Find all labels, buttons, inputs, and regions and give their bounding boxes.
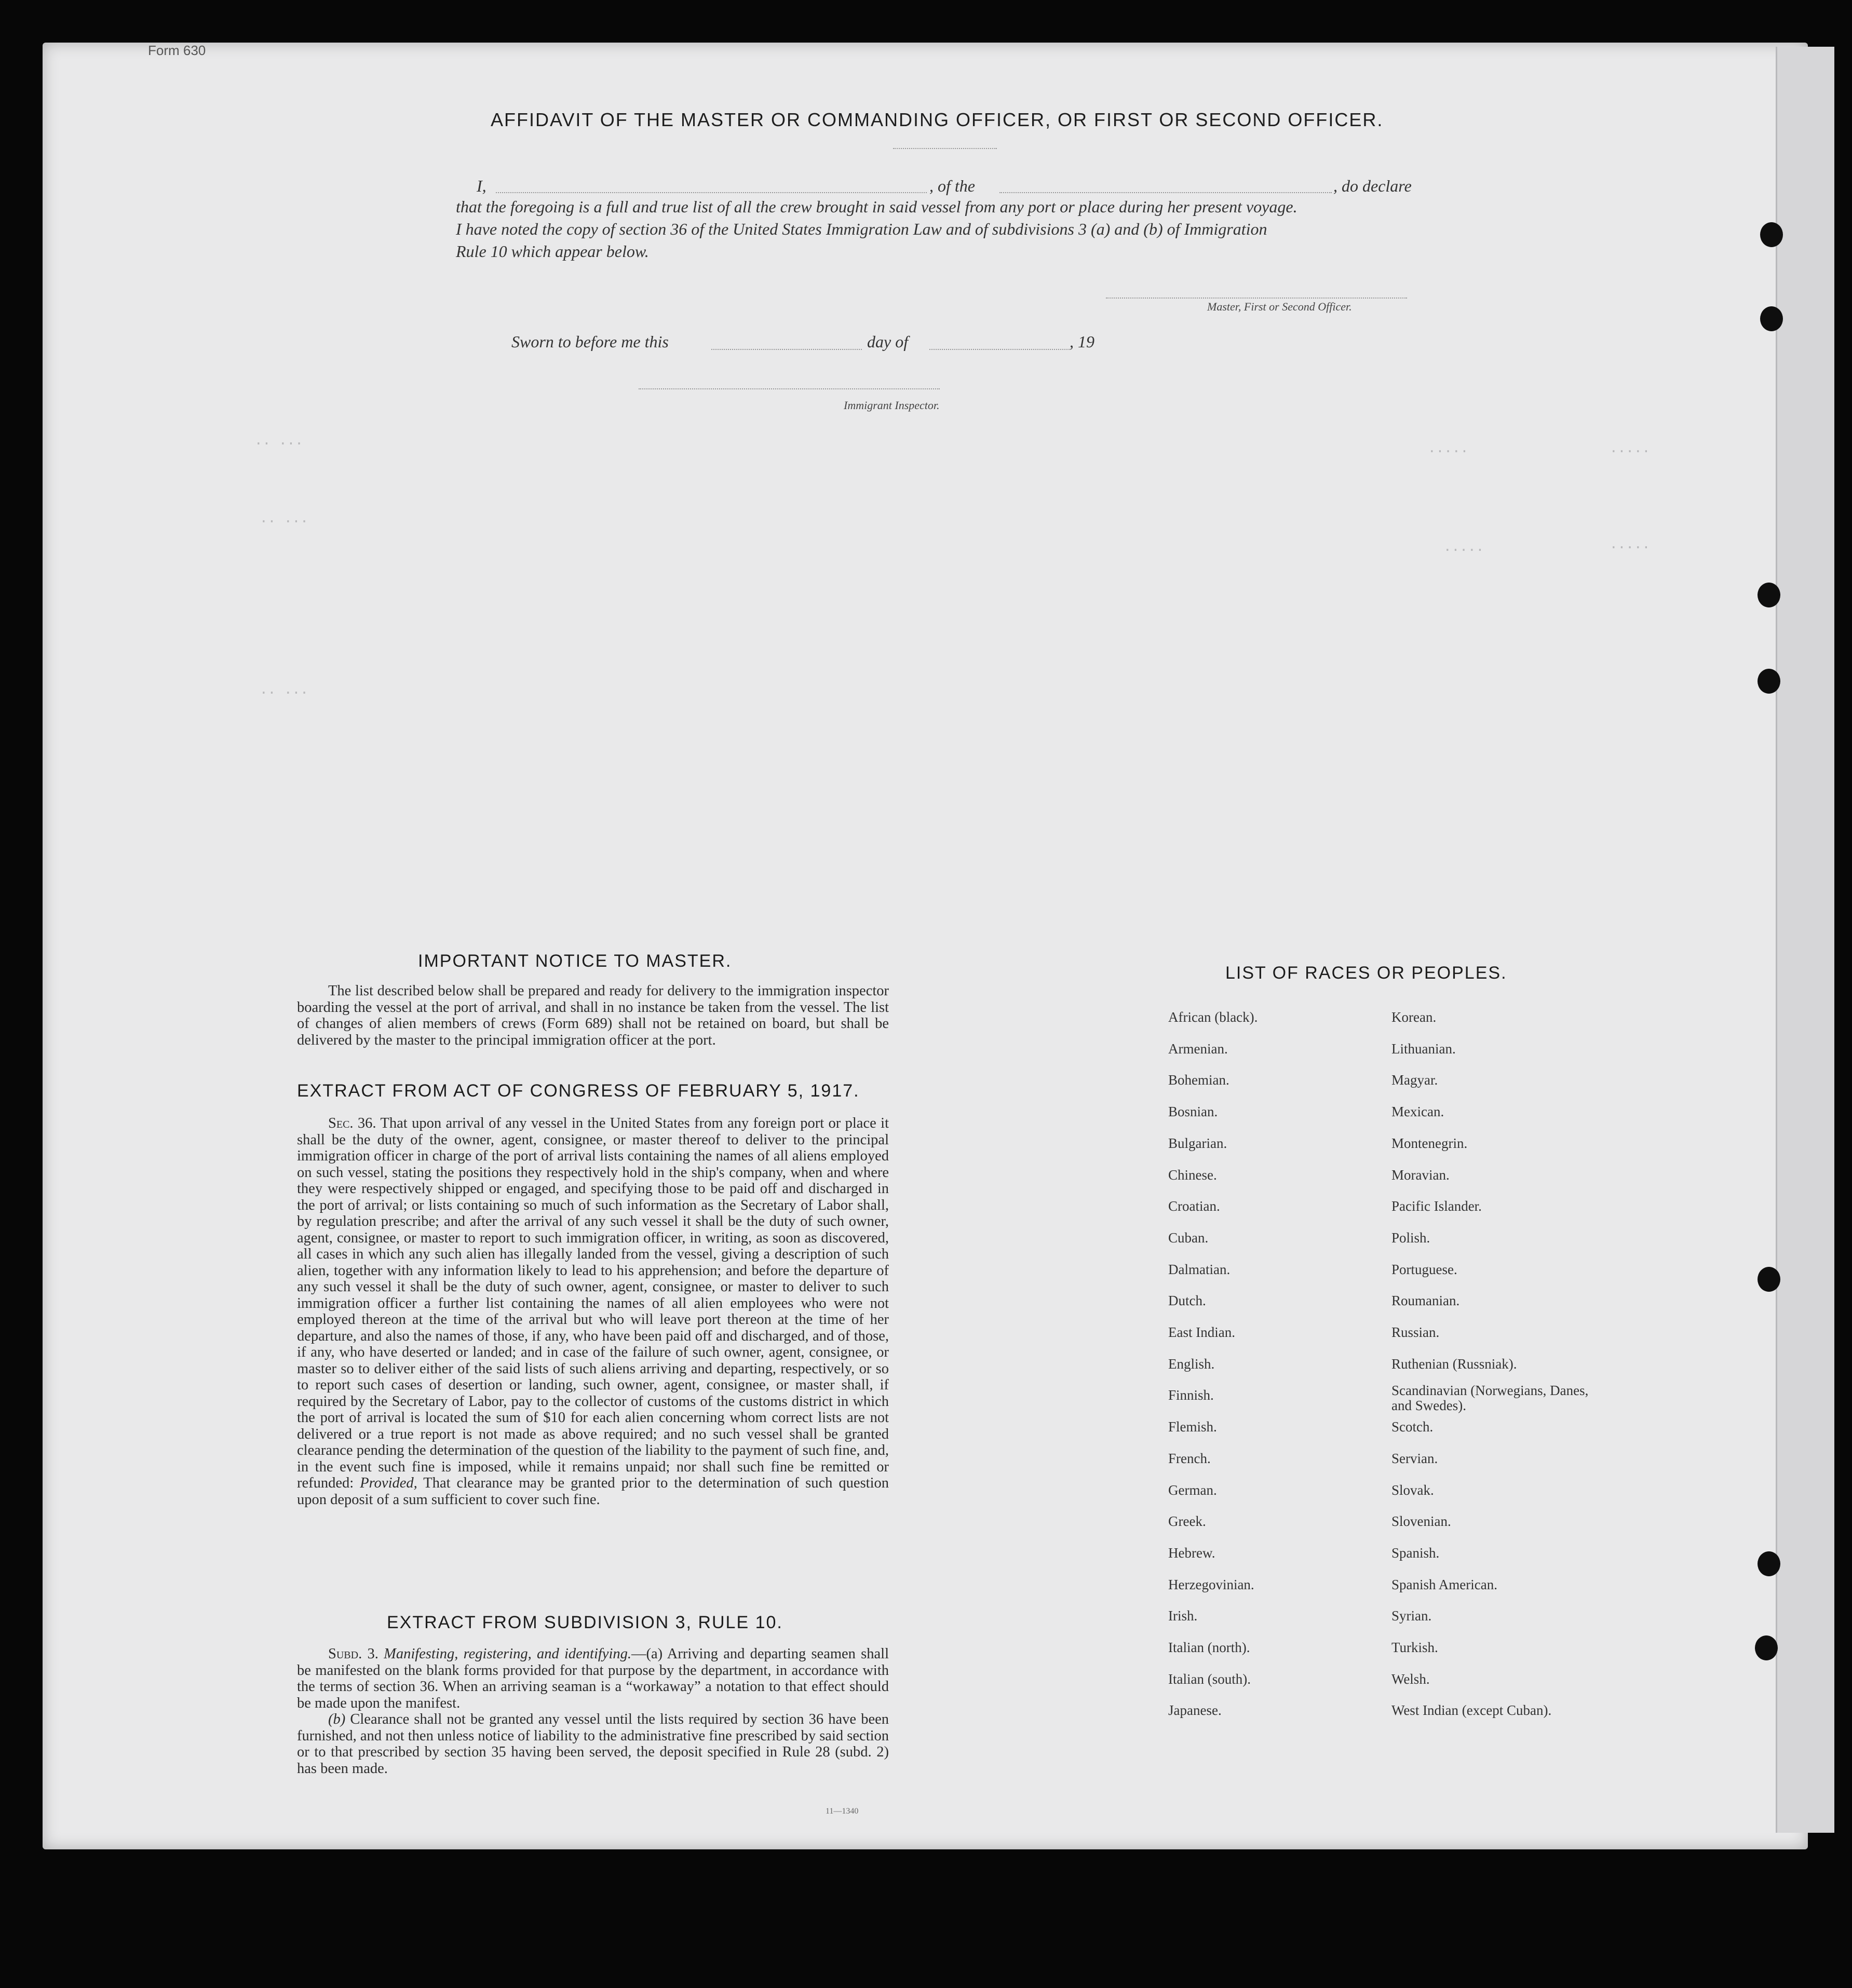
race-item: Scandinavian (Norwegians, Danes, and Swedes). xyxy=(1391,1383,1589,1414)
race-item: Bosnian. xyxy=(1168,1104,1218,1120)
race-item: Syrian. xyxy=(1391,1608,1432,1624)
race-item: Scotch. xyxy=(1391,1419,1434,1435)
race-item: English. xyxy=(1168,1356,1215,1372)
race-item: Dutch. xyxy=(1168,1293,1206,1309)
paragraph-b-label: (b) xyxy=(328,1711,346,1727)
race-item: African (black). xyxy=(1168,1009,1258,1025)
race-item: Slovak. xyxy=(1391,1482,1434,1498)
race-item: Cuban. xyxy=(1168,1229,1209,1246)
title-rule xyxy=(893,148,997,149)
binder-hole xyxy=(1758,669,1780,694)
affidavit-line-3: I have noted the copy of section 36 of the United States Immigration Law and of subdivisions 3 (a) and (b) of Immigration xyxy=(456,220,1267,238)
print-code: 11—1340 xyxy=(826,1807,859,1816)
signature-field[interactable] xyxy=(1106,297,1407,299)
binder-hole xyxy=(1758,1267,1780,1292)
race-item: Finnish. xyxy=(1168,1387,1214,1403)
rule-extract-body xyxy=(297,1646,889,1777)
binder-hole xyxy=(1755,1635,1778,1660)
day-of-label: day of xyxy=(867,332,909,351)
race-item: Japanese. xyxy=(1168,1702,1222,1719)
race-item: Italian (north). xyxy=(1168,1640,1250,1655)
race-item: Greek. xyxy=(1168,1513,1206,1530)
race-item: Dalmatian. xyxy=(1168,1261,1231,1277)
signature-label: Master, First or Second Officer. xyxy=(1207,300,1352,313)
race-item: French. xyxy=(1168,1450,1211,1466)
race-item: Montenegrin. xyxy=(1391,1135,1468,1151)
vessel-label: , of the xyxy=(929,177,975,195)
race-item: Armenian. xyxy=(1168,1040,1228,1057)
race-item: Herzegovinian. xyxy=(1168,1576,1254,1592)
race-item: Spanish American. xyxy=(1391,1576,1497,1592)
binder-hole xyxy=(1758,583,1780,607)
bleed-through-mark: ·· ··· xyxy=(260,685,308,701)
affidavit-title: AFFIDAVIT OF THE MASTER OR COMMANDING OFFICER, OR FIRST OR SECOND OFFICER. xyxy=(491,109,1384,130)
page-edge xyxy=(1776,47,1834,1833)
affidavit-line-2: that the foregoing is a full and true list of all the crew brought in said vessel from any port or place during her present voyage. xyxy=(456,197,1297,216)
race-item: Magyar. xyxy=(1391,1072,1438,1088)
rule-extract-heading: EXTRACT FROM SUBDIVISION 3, RULE 10. xyxy=(387,1613,783,1632)
race-item: Moravian. xyxy=(1391,1167,1450,1183)
race-item: Roumanian. xyxy=(1391,1293,1460,1309)
notice-body xyxy=(297,983,889,1048)
section-label: Sec. 36. xyxy=(328,1115,376,1131)
race-item: Spanish. xyxy=(1391,1545,1440,1561)
race-item: Chinese. xyxy=(1168,1167,1217,1183)
section-36-text: That upon arrival of any vessel in the United States from any foreign port or place it shall be the duty of the owner, agent, consignee, or master thereof to deliver to the principal immigration officer in charge of the port of arrival lists containing the names of all aliens employed on such vessel, stating the positions they respectively hold in the ship's company, when and where they were respectively shipped or engaged, and specifying those to be paid off and discharged in the port of arrival; or lists containing so much of such information as the Secretary of Labor shall, by regulation prescribe; and after the arrival of any such vessel it shall be the duty of such owner, agent, consignee, or master to report to such immigration officer, in writing, as soon as discovered, all cases in which any such alien has illegally landed from the vessel, giving a description of such alien, together with any information likely to lead to his apprehension; and before the departure of any such vessel it shall be the duty of such owner, agent, consignee, or master to deliver to such immigration officer a further list containing the names of all alien employees who were not employed thereon at the time of the arrival but who will leave port thereon at the time of her departure, and also the names of those, if any, who have been paid off and discharged, and of those, if any, who have deserted or landed; and in case of the failure of such owner, agent, consignee, or master so to deliver either of the said lists of such aliens arriving and departing, respectively, or so to report such cases of desertion or landing, such owner, agent, consignee, or master shall, if required by the Secretary of Labor, pay to the collector of customs of the customs district in which the port of arrival is located the sum of $10 for each alien concerning whom correct lists are not delivered or a true report is not made as above required; and no such vessel shall be granted clearance pending the determination of the question of the liability to the payment of such fine, and, in the event such fine is imposed, while it remains unpaid; nor shall such fine be remitted or refunded: xyxy=(297,1115,889,1491)
subdivision-label: Subd. 3. xyxy=(328,1646,378,1662)
race-item: Bohemian. xyxy=(1168,1072,1229,1088)
race-item: Italian (south). xyxy=(1168,1671,1251,1687)
races-heading: LIST OF RACES OR PEOPLES. xyxy=(1225,963,1507,983)
binder-hole xyxy=(1760,306,1783,331)
document-page xyxy=(43,43,1808,1849)
proviso-text: That clearance may be granted prior to the determination of such question upon deposit of a sum sufficient to cover such fine. xyxy=(297,1475,889,1508)
act-extract-heading: EXTRACT FROM ACT OF CONGRESS OF FEBRUARY 5, 1917. xyxy=(297,1081,860,1101)
vessel-name-field[interactable] xyxy=(999,192,1332,193)
race-item: Irish. xyxy=(1168,1608,1198,1624)
year-label: , 19 xyxy=(1070,332,1094,351)
bleed-through-mark: ····· xyxy=(1428,444,1469,459)
race-item: East Indian. xyxy=(1168,1324,1235,1340)
race-item: Korean. xyxy=(1391,1009,1437,1025)
affidavit-line-4: Rule 10 which appear below. xyxy=(456,242,649,261)
race-item: German. xyxy=(1168,1482,1217,1498)
binder-hole xyxy=(1758,1551,1780,1576)
sworn-day-field[interactable] xyxy=(711,349,862,350)
act-extract-body xyxy=(297,1115,889,1508)
notice-heading: IMPORTANT NOTICE TO MASTER. xyxy=(418,951,732,971)
paragraph-a: —(a) Arriving and departing seamen shall be manifested on the blank forms provided for that purpose by the department, in accordance with the terms of section 36. When an arriving seaman is a “workaway” a notation to that effect should be made upon the manifest. xyxy=(297,1646,889,1711)
subdivision-title: Manifesting, registering, and identifying. xyxy=(384,1646,631,1662)
bleed-through-mark: ·· ··· xyxy=(260,514,308,530)
race-item: Lithuanian. xyxy=(1391,1040,1456,1057)
race-item: Turkish. xyxy=(1391,1640,1438,1655)
race-item: Pacific Islander. xyxy=(1391,1198,1482,1214)
affiant-name-field[interactable] xyxy=(496,192,927,193)
race-item: Russian. xyxy=(1391,1324,1440,1340)
sworn-month-field[interactable] xyxy=(929,349,1070,350)
affiant-label: I, xyxy=(477,177,486,195)
race-item: West Indian (except Cuban). xyxy=(1391,1702,1552,1719)
notice-text: The list described below shall be prepared and ready for delivery to the immigration inspector boarding the vessel at the port of arrival, and shall in no instance be taken from the vessel. The list of changes of alien members of crews (Form 689) shall not be retained on board, but shall be delivered by the master to the principal immigration officer at the port. xyxy=(297,983,889,1048)
inspector-label: Immigrant Inspector. xyxy=(844,399,940,412)
bleed-through-mark: ·· ··· xyxy=(254,436,303,452)
race-item: Croatian. xyxy=(1168,1198,1220,1214)
paragraph-b: Clearance shall not be granted any vessel until the lists required by section 36 have been furnished, and not then unless notice of liability to the administrative fine prescribed by said section or to that prescribed by section 35 having been served, the deposit specified in Rule 28 (subd. 2) has been made. xyxy=(297,1711,889,1777)
bleed-through-mark: ····· xyxy=(1610,444,1651,459)
bleed-through-mark: ····· xyxy=(1610,540,1651,556)
race-item: Bulgarian. xyxy=(1168,1135,1227,1151)
sworn-label: Sworn to before me this xyxy=(511,332,669,351)
form-number: Form 630 xyxy=(148,43,206,58)
race-item: Portuguese. xyxy=(1391,1261,1457,1277)
race-item: Polish. xyxy=(1391,1229,1430,1246)
declare-label: , do declare xyxy=(1333,177,1412,195)
race-item: Mexican. xyxy=(1391,1104,1444,1120)
race-item: Welsh. xyxy=(1391,1671,1430,1687)
race-item: Servian. xyxy=(1391,1450,1438,1466)
proviso-word: Provided, xyxy=(360,1475,417,1491)
race-item: Slovenian. xyxy=(1391,1513,1451,1530)
race-item: Hebrew. xyxy=(1168,1545,1215,1561)
binder-hole xyxy=(1760,222,1783,247)
race-item: Flemish. xyxy=(1168,1419,1217,1435)
race-item: Ruthenian (Russniak). xyxy=(1391,1356,1517,1372)
bleed-through-mark: ····· xyxy=(1443,543,1484,558)
inspector-signature-field[interactable] xyxy=(639,388,940,389)
